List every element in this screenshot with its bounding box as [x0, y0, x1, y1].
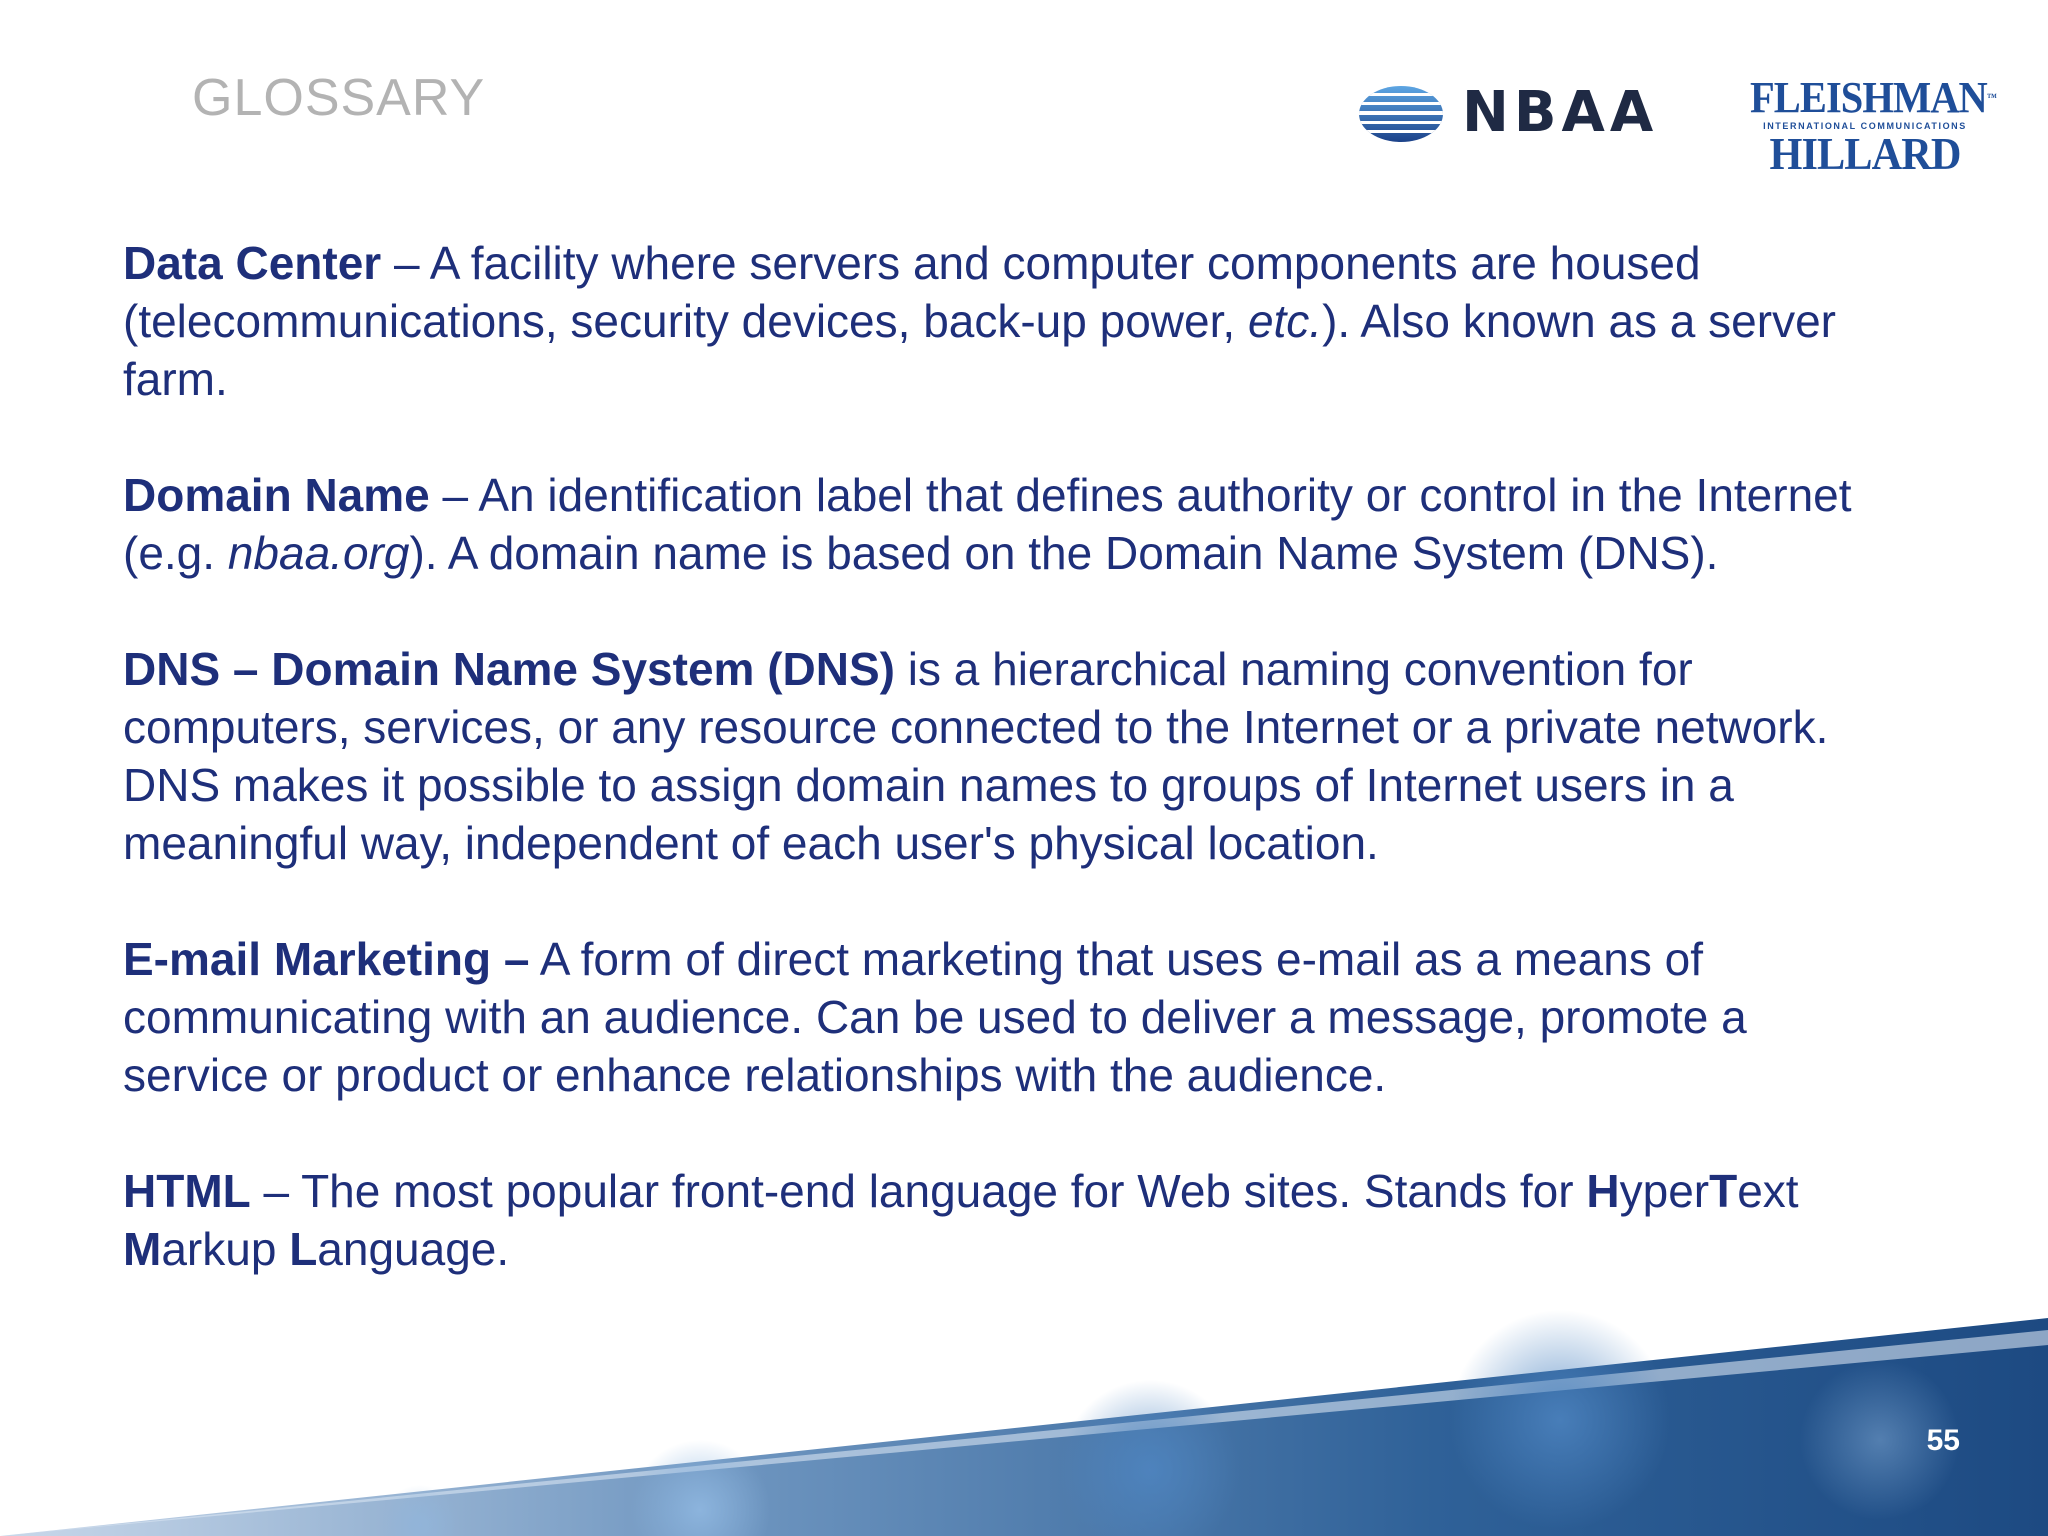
term-dns: DNS – Domain Name System (DNS) — [123, 643, 895, 695]
fleishman-tagline: INTERNATIONAL COMMUNICATIONS — [1763, 121, 1967, 131]
fleishman-wordmark — [1750, 73, 1997, 122]
fleishman-hillard-logo — [1740, 73, 1997, 179]
definition-text: ext — [1737, 1165, 1799, 1217]
page-number: 55 — [1926, 1424, 1960, 1457]
definition-text: yper — [1619, 1165, 1710, 1217]
slide-title: GLOSSARY — [192, 69, 486, 127]
definition-text: arkup — [161, 1223, 290, 1275]
acronym-letter: M — [123, 1223, 162, 1275]
term-html: HTML — [123, 1165, 251, 1217]
definition-italic: etc. — [1247, 295, 1323, 347]
glossary-entry-data-center — [123, 234, 1863, 408]
definition-text: – A facility where servers and computer components are housed (telecommunications, security devices, back-up power, — [123, 237, 1701, 347]
glossary-list — [123, 234, 1863, 1336]
nbaa-globe-icon — [1358, 84, 1444, 144]
nbaa-logo — [1358, 80, 1698, 145]
definition-text: A form of direct marketing that uses e-mail as a means of communicating with an audience. Can be used to deliver a message, promote a service or product or enhance relationships with the audience. — [123, 933, 1747, 1101]
acronym-letter: L — [289, 1223, 318, 1275]
definition-text: – The most popular front-end language for Web sites. Stands for — [250, 1165, 1587, 1217]
term-data-center: Data Center — [123, 237, 382, 289]
definition-text: ). A domain name is based on the Domain Name System (DNS). — [409, 527, 1719, 579]
term-email-marketing: E-mail Marketing – — [123, 933, 530, 985]
definition-italic: nbaa.org — [227, 527, 410, 579]
trademark-symbol: ™ — [1986, 92, 1997, 104]
definition-text: is a hierarchical naming convention for computers, services, or any resource connected to the Internet or a private network. DNS makes it possible to assign domain names to groups of Internet users in a meaningful way, independent of each user's physical location. — [123, 643, 1829, 869]
nbaa-wordmark: NBAA — [1462, 80, 1659, 145]
fleishman-top-text: FLEISHMAN — [1750, 73, 1987, 122]
glossary-entry-html — [123, 1162, 1863, 1278]
definition-text: – An identification label that defines authority or control in the Internet (e.g. — [123, 469, 1852, 579]
definition-text: anguage. — [317, 1223, 510, 1275]
glossary-entry-domain-name — [123, 466, 1863, 582]
definition-text: ). Also known as a server farm. — [123, 295, 1836, 405]
hillard-wordmark: HILLARD — [1769, 128, 1961, 179]
term-domain-name: Domain Name — [123, 469, 430, 521]
acronym-letter: T — [1709, 1165, 1738, 1217]
glossary-entry-email-marketing — [123, 930, 1863, 1104]
glossary-entry-dns — [123, 640, 1863, 872]
acronym-letter: H — [1586, 1165, 1620, 1217]
